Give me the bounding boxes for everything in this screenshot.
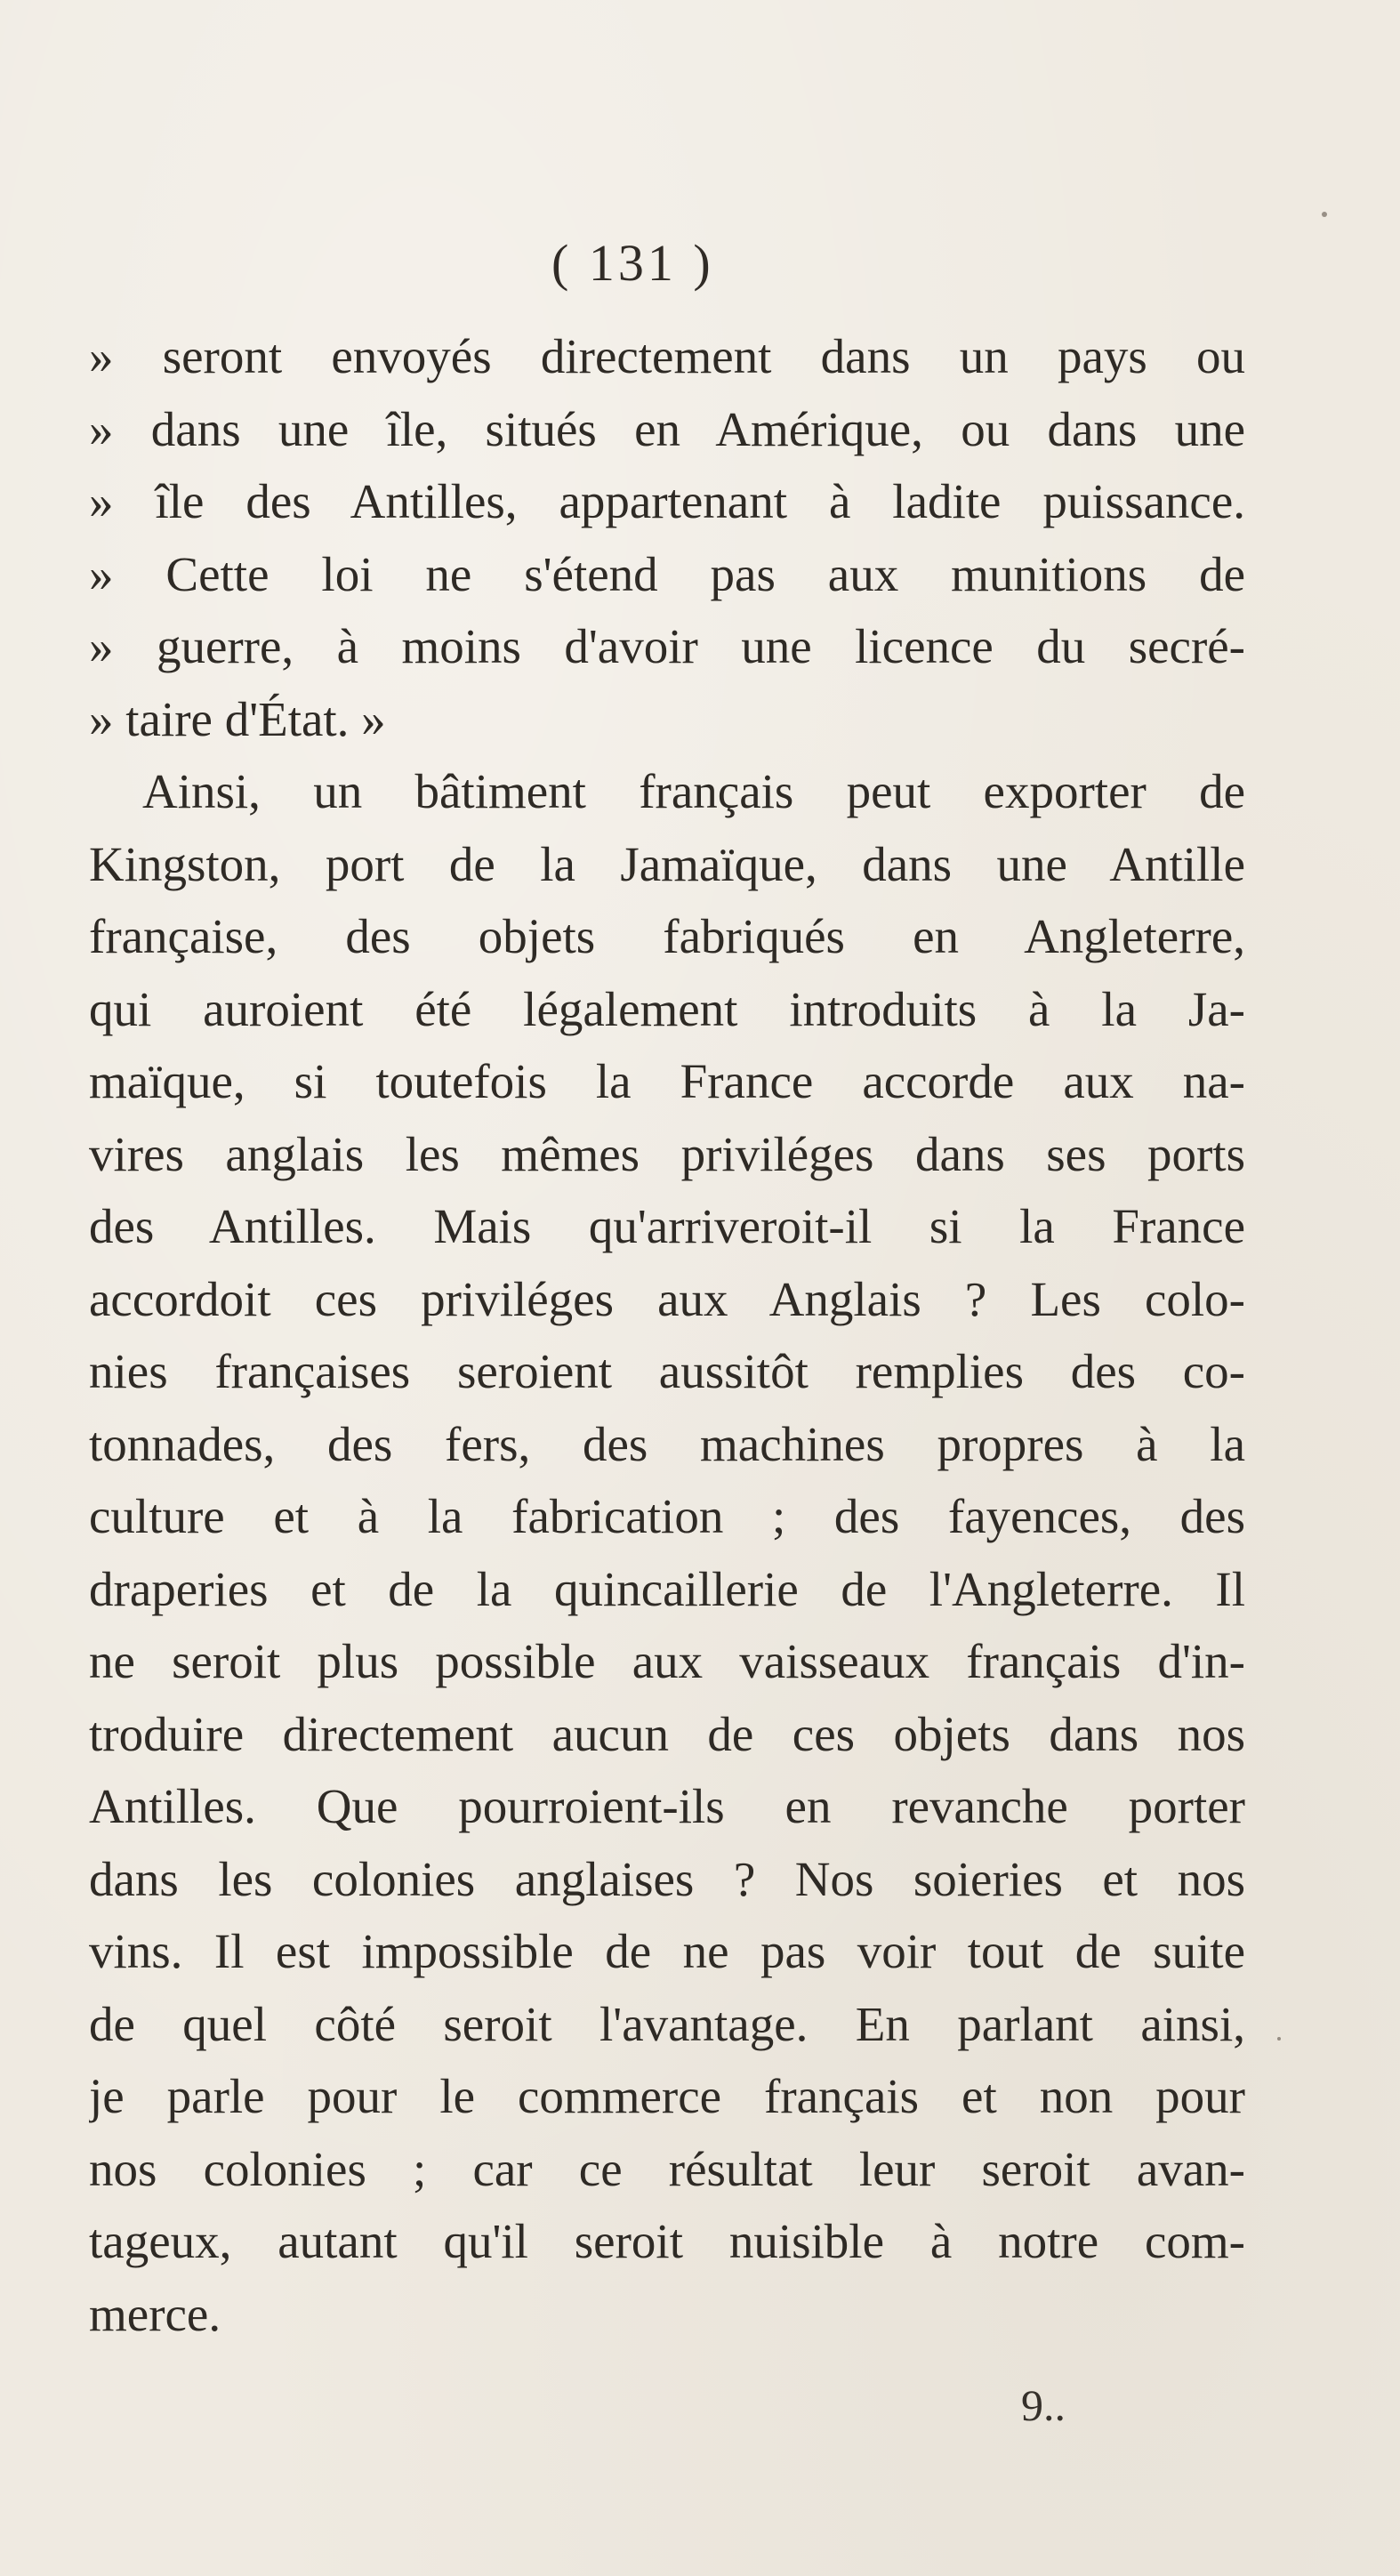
text-line: vins. Il est impossible de ne pas voir tout de suite bbox=[89, 1924, 1245, 1978]
signature-mark: 9.. bbox=[1021, 2380, 1066, 2430]
text-line: » île des Antilles, appartenant à ladite puissance. bbox=[89, 474, 1245, 528]
text-line: Ainsi, un bâtiment français peut exporter de bbox=[142, 764, 1245, 818]
text-line: » taire d'État. » bbox=[89, 691, 386, 746]
paper-speck bbox=[1322, 212, 1327, 217]
text-line: accordoit ces priviléges aux Anglais ? Les colo- bbox=[89, 1271, 1245, 1326]
text-line: merce. bbox=[89, 2286, 221, 2341]
text-line: française, des objets fabriqués en Angleterre, bbox=[89, 909, 1245, 963]
text-line: de quel côté seroit l'avantage. En parlant ainsi, bbox=[89, 1996, 1245, 2051]
text-line: des Antilles. Mais qu'arriveroit-il si la France bbox=[89, 1199, 1245, 1253]
text-line: draperies et de la quincaillerie de l'Angleterre. Il bbox=[89, 1561, 1245, 1616]
page-number: ( 131 ) bbox=[551, 234, 714, 292]
text-line: nos colonies ; car ce résultat leur seroit avan- bbox=[89, 2141, 1245, 2196]
text-line: culture et à la fabrication ; des fayences, des bbox=[89, 1489, 1245, 1543]
body-text bbox=[89, 320, 1245, 2350]
text-line: maïque, si toutefois la France accorde aux na- bbox=[89, 1054, 1245, 1108]
text-line: tonnades, des fers, des machines propres à la bbox=[89, 1416, 1245, 1471]
text-line: Antilles. Que pourroient-ils en revanche porter bbox=[89, 1779, 1245, 1833]
text-line: tageux, autant qu'il seroit nuisible à notre com- bbox=[89, 2214, 1245, 2268]
text-line: je parle pour le commerce français et non pour bbox=[89, 2069, 1245, 2123]
text-line: troduire directement aucun de ces objets dans nos bbox=[89, 1706, 1245, 1761]
text-line: ne seroit plus possible aux vaisseaux français d'in- bbox=[89, 1634, 1245, 1688]
text-line: » dans une île, situés en Amérique, ou dans une bbox=[89, 401, 1245, 456]
text-line: » guerre, à moins d'avoir une licence du secré- bbox=[89, 619, 1245, 673]
text-line: qui auroient été légalement introduits à la Ja- bbox=[89, 981, 1245, 1036]
text-line: dans les colonies anglaises ? Nos soieries et nos bbox=[89, 1851, 1245, 1906]
paper-speck bbox=[1277, 2037, 1281, 2041]
text-line: » seront envoyés directement dans un pays ou bbox=[89, 329, 1245, 383]
text-line: » Cette loi ne s'étend pas aux munitions de bbox=[89, 546, 1245, 601]
text-line: vires anglais les mêmes priviléges dans ses ports bbox=[89, 1126, 1245, 1181]
text-line: Kingston, port de la Jamaïque, dans une Antille bbox=[89, 836, 1245, 891]
text-line: nies françaises seroient aussitôt remplies des co- bbox=[89, 1344, 1245, 1398]
